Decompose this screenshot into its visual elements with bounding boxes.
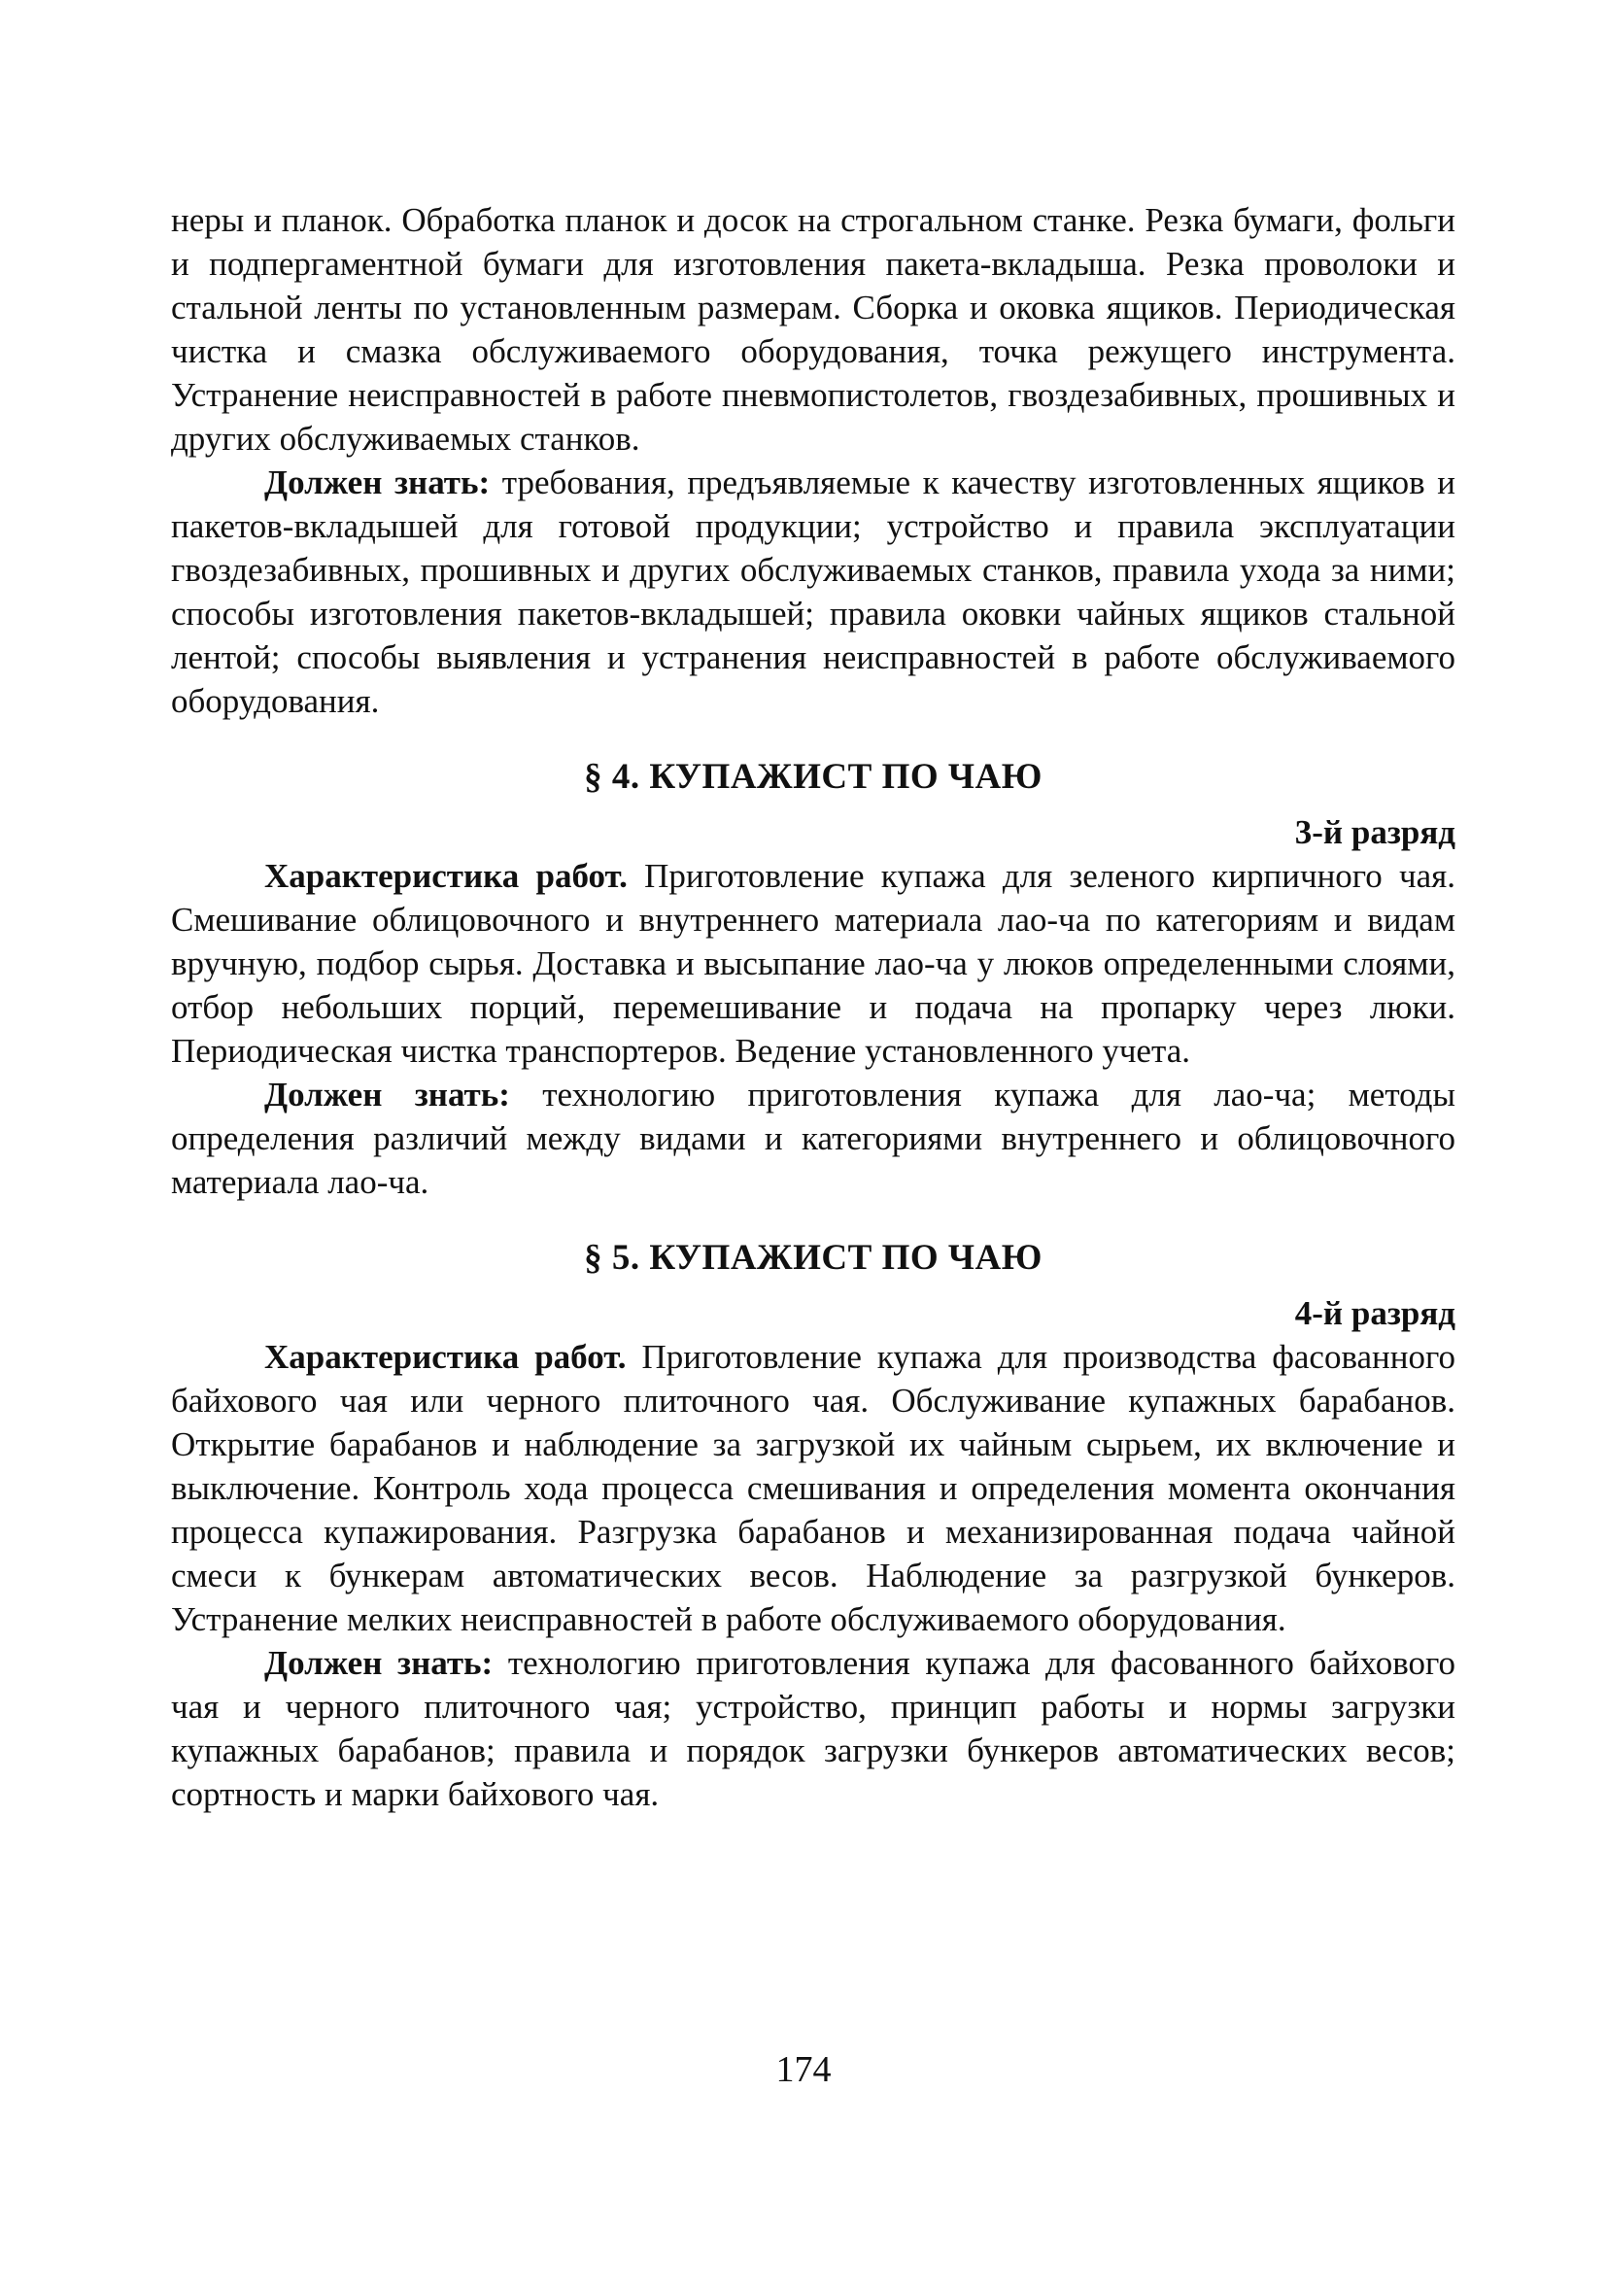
know-label: Должен знать: — [264, 1644, 494, 1682]
know-text: требования, предъявляемые к качеству изготовленных ящиков и пакетов-вкладышей для готовой продукции; устройство и правила эксплуатации гвоздезабивных, прошивных и других обслуживаемых станков, правила ухода за ними; способы изготовления пакетов-вкладышей; правила оковки чайных ящиков стальной лентой; способы выявления и устранения неисправностей в работе обслуживаемого оборудования. — [171, 463, 1455, 720]
know-label: Должен знать: — [264, 1076, 510, 1114]
page-number: 174 — [775, 2049, 832, 2090]
know-text: технологию приготовления купажа для фасованного байхового чая и черного плиточного чая; устройство, принцип работы и нормы загрузки купажных барабанов; правила и порядок загрузки бункеров автоматических весов; сортность и марки байхового чая. — [171, 1644, 1455, 1813]
work-label: Характеристика работ. — [264, 1338, 627, 1376]
grade-label: 3-й разряд — [1294, 813, 1455, 851]
continuation-know-paragraph — [171, 461, 1455, 723]
know-text: технологию приготовления купажа для лао-ча; методы определения различий между видами и категориями внутреннего и облицовочного материала лао-ча. — [171, 1076, 1455, 1201]
section-4 — [171, 755, 1455, 1204]
work-text: Приготовление купажа для производства фасованного байхового чая или черного плиточного чая. Обслуживание купажных барабанов. Открытие барабанов и наблюдение за загрузкой их чайным сырьем, их включение и выключение. Контроль хода процесса смешивания и определения момента окончания процесса купажирования. Разгрузка барабанов и механизированная подача чайной смеси к бункерам автоматических весов. Наблюдение за разгрузкой бункеров. Устранение мелких неисправностей в работе обслуживаемого оборудования. — [171, 1338, 1455, 1638]
section-title: § 5. КУПАЖИСТ ПО ЧАЮ — [584, 1238, 1043, 1278]
body-text — [171, 198, 1455, 1816]
section-title: § 4. КУПАЖИСТ ПО ЧАЮ — [584, 757, 1043, 797]
work-text: Приготовление купажа для зеленого кирпичного чая. Смешивание облицовочного и внутреннего материала лао-ча по категориям и видам вручную, подбор сырья. Доставка и высыпание лао-ча у люков определенными слоями, отбор небольших порций, перемешивание и подача на пропарку через люки. Периодическая чистка транспортеров. Ведение установленного учета. — [171, 857, 1455, 1070]
must-know-paragraph — [171, 1073, 1455, 1204]
must-know-paragraph — [171, 1641, 1455, 1816]
know-label: Должен знать: — [264, 463, 491, 501]
continuation-paragraph: неры и планок. Обработка планок и досок на строгальном станке. Резка бумаги, фольги и подпергаментной бумаги для изготовления пакета-вкладыша. Резка проволоки и стальной ленты по установленным размерам. Сборка и оковка ящиков. Периодическая чистка и смазка обслуживаемого оборудования, точка режущего инструмента. Устранение неисправностей в работе пневмопистолетов, гвоздезабивных, прошивных и других обслуживаемых станков. — [171, 201, 1455, 458]
grade-label: 4-й разряд — [1294, 1294, 1455, 1332]
work-characteristics-paragraph — [171, 1335, 1455, 1641]
work-characteristics-paragraph — [171, 854, 1455, 1073]
section-5 — [171, 1236, 1455, 1816]
work-label: Характеристика работ. — [264, 857, 628, 895]
